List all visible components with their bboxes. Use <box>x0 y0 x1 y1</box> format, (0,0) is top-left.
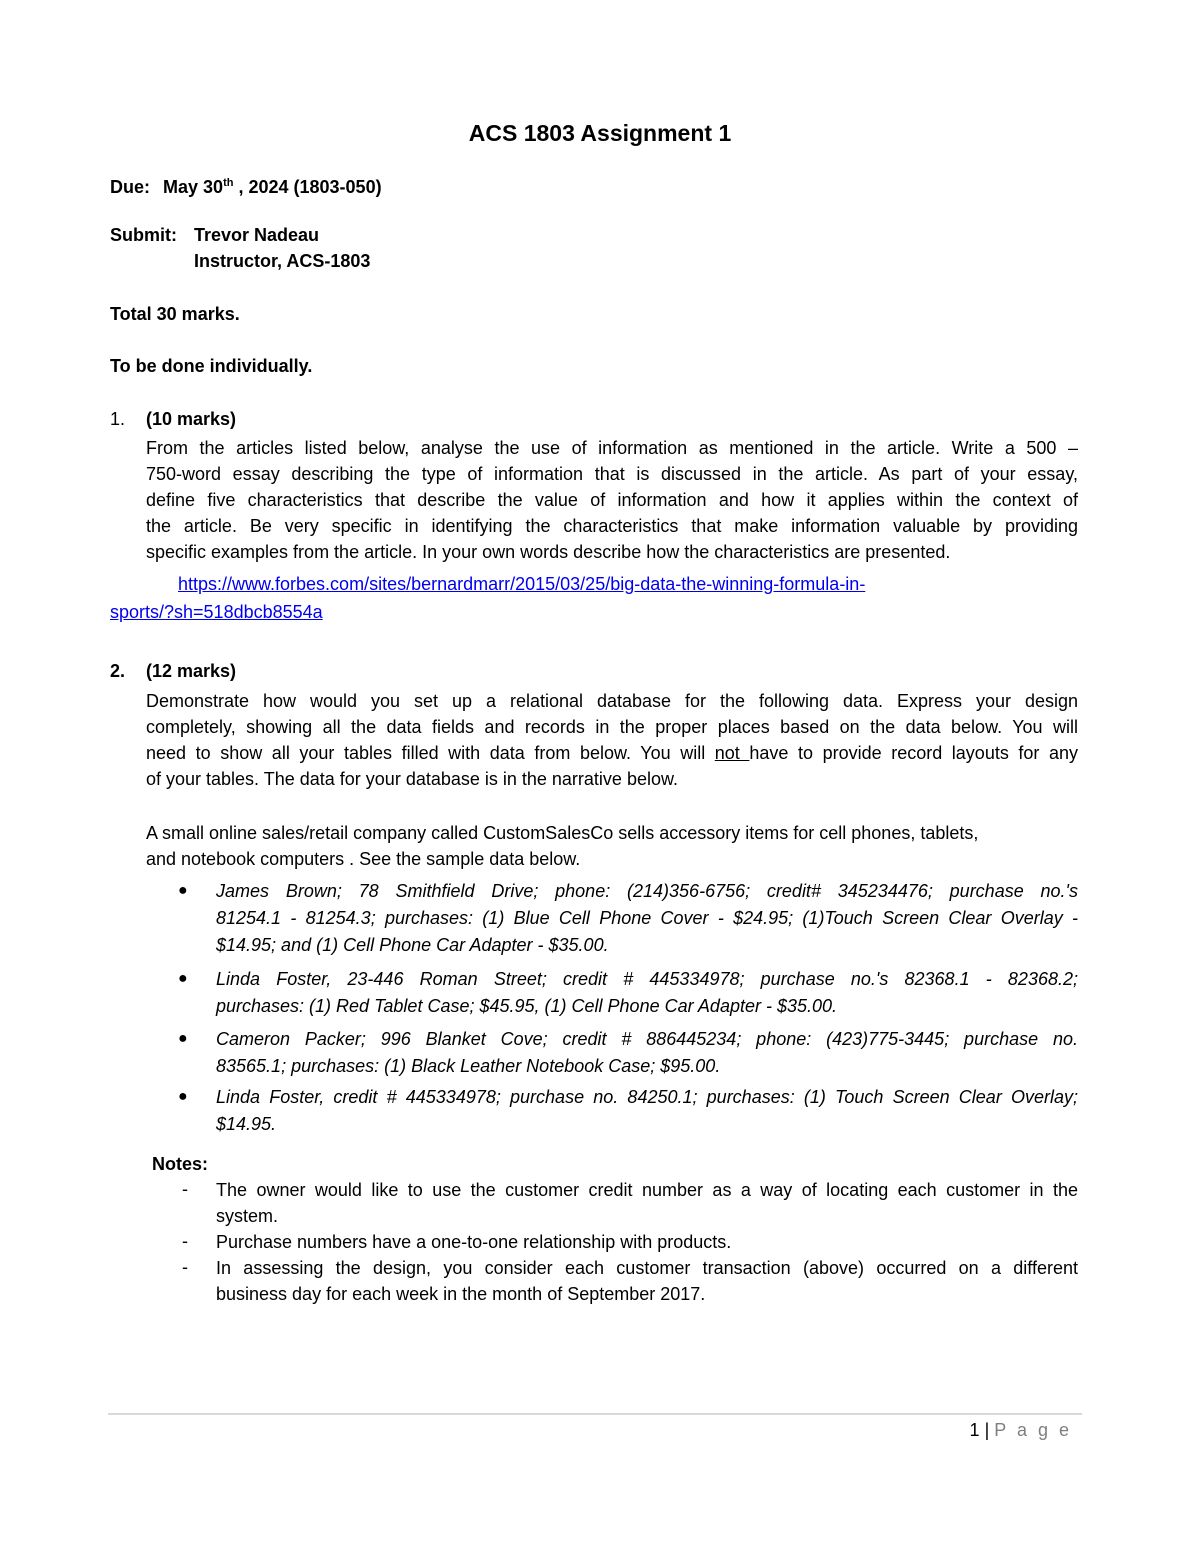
note-item <box>216 1231 1078 1257</box>
record-line: purchases: (1) Red Tablet Case; $45.95, (1) Cell Phone Car Adapter - $35.00. <box>216 996 838 1016</box>
q1-line: From the articles listed below, analyse the use of information as mentioned in the article. Write a 500 – <box>146 438 1078 458</box>
article-link-part2[interactable]: sports/?sh=518dbcb8554a <box>110 602 323 622</box>
note-item <box>216 1179 1078 1231</box>
due-label: Due: <box>110 177 150 197</box>
record-line: Cameron Packer; 996 Blanket Cove; credit # 886445234; phone: (423)775-3445; purchase no. <box>216 1029 1078 1049</box>
page-title: ACS 1803 Assignment 1 <box>468 120 732 146</box>
record-item <box>216 1028 1078 1082</box>
q2-body <box>146 690 1078 794</box>
q2-marks: (12 marks) <box>146 661 237 681</box>
page-footer <box>970 1420 1072 1441</box>
bullet-icon: ● <box>178 970 188 987</box>
record-line: Linda Foster, 23-446 Roman Street; credit # 445334978; purchase no.'s 82368.1 - 82368.2; <box>216 969 1078 989</box>
record-item <box>216 968 1078 1022</box>
individual-note: To be done individually. <box>110 356 313 376</box>
record-line: James Brown; 78 Smithfield Drive; phone: (214)356-6756; credit# 345234476; purchase no.'s <box>216 881 1078 901</box>
note-line: Purchase numbers have a one-to-one relationship with products. <box>216 1232 732 1252</box>
dash-icon: - <box>182 1179 188 1199</box>
note-line: system. <box>216 1206 279 1226</box>
q1-number: 1. <box>110 409 126 429</box>
record-line: $14.95; and (1) Cell Phone Car Adapter - $35.00. <box>216 935 609 955</box>
q2-number: 2. <box>110 661 126 681</box>
note-line: In assessing the design, you consider each customer transaction (above) occurred on a different <box>216 1258 1078 1278</box>
q2-line-with-emphasis <box>146 742 1078 768</box>
record-line: 81254.1 - 81254.3; purchases: (1) Blue Cell Phone Cover - $24.95; (1)Touch Screen Clear Overlay - <box>216 908 1078 928</box>
footer-divider <box>108 1413 1082 1415</box>
q2-not-emphasis: not <box>714 743 750 763</box>
submit-role: Instructor, ACS-1803 <box>194 251 371 271</box>
narrative-line: A small online sales/retail company called CustomSalesCo sells accessory items for cell phones, tablets, <box>146 823 979 843</box>
due-line <box>110 172 382 198</box>
q2-line: Demonstrate how would you set up a relational database for the following data. Express your design <box>146 691 1078 711</box>
q2-line: of your tables. The data for your database is in the narrative below. <box>146 769 678 789</box>
dash-icon: - <box>182 1231 188 1251</box>
due-date-suffix: th <box>223 177 234 189</box>
record-line: Linda Foster, credit # 445334978; purchase no. 84250.1; purchases: (1) Touch Screen Clear Overlay; <box>216 1087 1078 1107</box>
bullet-icon: ● <box>178 1088 188 1105</box>
q2-line3-end: have to provide record layouts for any <box>749 743 1079 763</box>
dash-icon: - <box>182 1257 188 1277</box>
record-item <box>216 1086 1078 1140</box>
note-line: business day for each week in the month of September 2017. <box>216 1284 706 1304</box>
page-label: P a g e <box>994 1420 1072 1440</box>
notes-label: Notes: <box>152 1154 209 1174</box>
q1-line: define five characteristics that describe the value of information and how it applies within the context of <box>146 490 1078 510</box>
page-number: 1 <box>969 1420 980 1440</box>
q2-line3-start: need to show all your tables filled with data from below. You will <box>146 743 715 763</box>
narrative-line: and notebook computers . See the sample data below. <box>146 849 581 869</box>
q2-line: completely, showing all the data fields and records in the proper places based on the data below. You will <box>146 717 1078 737</box>
bullet-icon: ● <box>178 1030 188 1047</box>
total-marks: Total 30 marks. <box>110 304 240 324</box>
q1-line: specific examples from the article. In your own words describe how the characteristics are presented. <box>146 542 951 562</box>
bullet-icon: ● <box>178 882 188 899</box>
record-line: 83565.1; purchases: (1) Black Leather Notebook Case; $95.00. <box>216 1056 721 1076</box>
article-link-part1[interactable]: https://www.forbes.com/sites/bernardmarr/2015/03/25/big-data-the-winning-formula-in- <box>178 574 866 594</box>
record-line: $14.95. <box>216 1114 277 1134</box>
q1-line: 750-word essay describing the type of information that is discussed in the article. As part of your essay, <box>146 464 1078 484</box>
due-year-section: , 2024 (1803-050) <box>238 177 382 197</box>
due-date: May 30 <box>163 177 224 197</box>
q1-line: the article. Be very specific in identifying the characteristics that make information valuable by providing <box>146 516 1078 536</box>
q1-body <box>146 437 1078 567</box>
page-separator: | <box>984 1420 990 1440</box>
submit-name: Trevor Nadeau <box>194 225 320 245</box>
note-item <box>216 1257 1078 1309</box>
record-item <box>216 880 1078 961</box>
q1-marks: (10 marks) <box>146 409 237 429</box>
submit-label: Submit: <box>110 225 177 245</box>
note-line: The owner would like to use the customer credit number as a way of locating each customer in the <box>216 1180 1078 1200</box>
